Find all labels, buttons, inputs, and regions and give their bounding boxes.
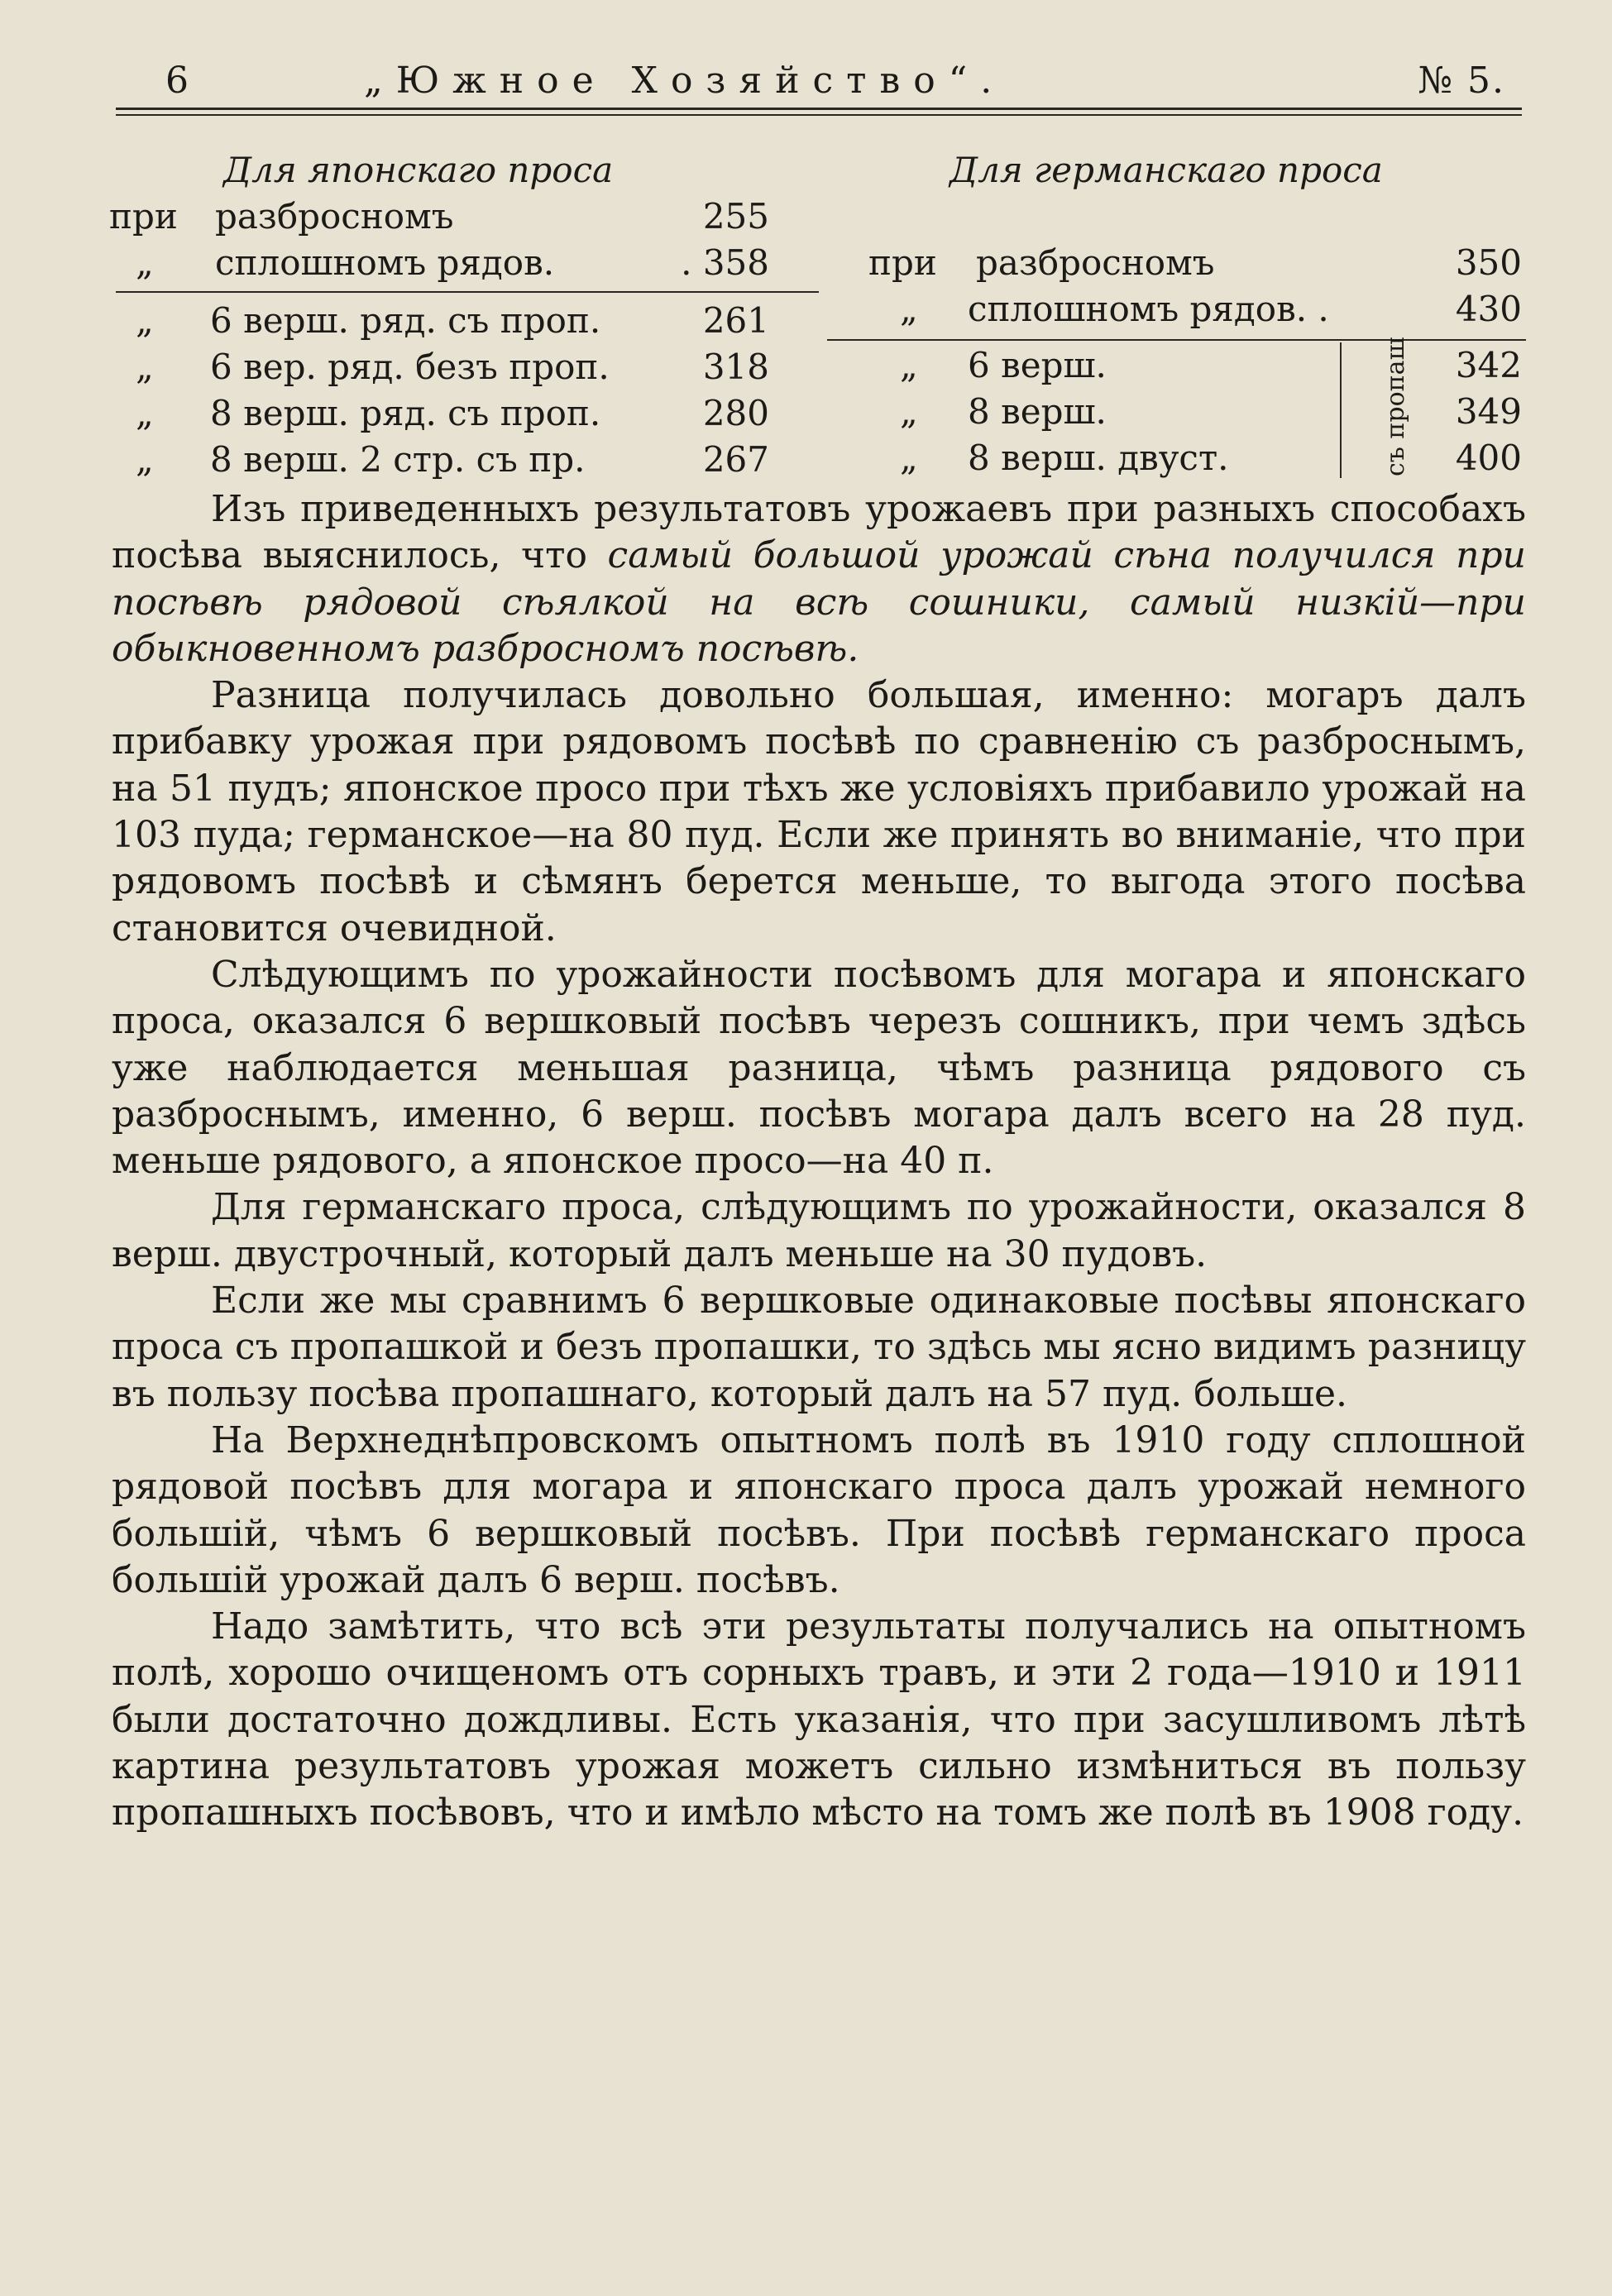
row-label: сплошномъ рядов. [215, 242, 555, 283]
row-mark: „ [900, 391, 918, 432]
row-value: 349 [1455, 391, 1522, 432]
side-note-with-cultivation: съ пропаш [1381, 337, 1410, 476]
row-label: разбросномъ [976, 242, 1215, 283]
row-label: 8 верш. 2 стр. съ пр. [210, 439, 586, 480]
row-label: 8 верш. двуст. [968, 438, 1229, 478]
table-row [108, 240, 769, 286]
page-number: 6 [165, 60, 189, 102]
row-mark: „ [136, 393, 154, 433]
table-row [108, 344, 769, 390]
row-mark: „ [900, 345, 918, 385]
table-row [108, 298, 769, 344]
table-row [827, 286, 1522, 332]
row-label: разбросномъ [215, 196, 454, 237]
table-row [108, 437, 769, 483]
header-rule-top [116, 108, 1522, 110]
row-label: сплошномъ рядов. . [968, 289, 1329, 329]
row-mark: при [109, 196, 178, 237]
row-mark: при [868, 242, 937, 283]
japanese-millet-table [108, 147, 819, 486]
row-mark: „ [136, 300, 154, 341]
row-value: 280 [702, 393, 769, 433]
paragraph: Надо замѣтить, что всѣ эти результаты получались на опытномъ полѣ, хорошо очищеномъ отъ сорныхъ травъ, и эти 2 года—1910 и 1911 были достаточно дождливы. Есть указанія, что при засушливомъ лѣтѣ картина результатовъ урожая можетъ сильно измѣниться въ пользу пропашныхъ посѣвовъ, что и имѣло мѣсто на томъ же полѣ въ 1908 году. [112, 1605, 1526, 1834]
paragraph: Для германскаго проса, слѣдующимъ по урожайности, оказался 8 верш. двустрочный, который далъ меньше на 30 пудовъ. [112, 1186, 1526, 1275]
paragraph: Изъ приведенныхъ результатовъ урожаевъ при разныхъ способахъ посѣва выяснилось, что самый большой урожай сѣна получился при посѣвѣ рядовой сѣялкой на всѣ сошники, самый низкій—при обыкновенномъ разбросномъ посѣвѣ. [112, 488, 1526, 670]
table-row [108, 194, 769, 240]
paragraph: Разница получилась довольно большая, именно: могаръ далъ прибавку урожая при рядовомъ посѣвѣ по сравненію съ разброснымъ, на 51 пудъ; японское просо при тѣхъ же условіяхъ прибавило урожай на 103 пуда; германское—на 80 пуд. Если же принять во вниманіе, что при рядовомъ посѣвѣ и сѣмянъ берется меньше, то выгода этого посѣва становится очевидной. [112, 674, 1526, 949]
row-label: 6 верш. [968, 345, 1107, 385]
row-mark: „ [136, 347, 154, 387]
paragraph: На Верхнеднѣпровскомъ опытномъ полѣ въ 1910 году сплошной рядовой посѣвъ для могара и японскаго проса далъ урожай немного большій, чѣмъ 6 вершковый посѣвъ. При посѣвѣ германскаго проса большій урожай далъ 6 верш. посѣвъ. [112, 1418, 1526, 1601]
article-body [112, 486, 1526, 1837]
table-heading: Для японскаго проса [223, 150, 614, 190]
row-value: 267 [702, 439, 769, 480]
row-value: 261 [702, 300, 769, 341]
table-row [827, 240, 1522, 286]
issue-number: № 5. [1418, 60, 1505, 102]
german-millet-table [827, 147, 1530, 486]
row-mark: „ [136, 439, 154, 480]
row-mark: „ [900, 289, 918, 329]
row-value: 350 [1455, 242, 1522, 283]
table-divider [827, 339, 1526, 341]
emphasis: самый большой урожай сѣна получился при посѣвѣ рядовой сѣялкой на всѣ сошники, самый низкій—при обыкновенномъ разбросномъ посѣвѣ. [112, 534, 1526, 670]
table-row [108, 390, 769, 437]
table-heading: Для германскаго проса [950, 150, 1383, 190]
row-value: 255 [702, 196, 769, 237]
row-value: . 358 [681, 242, 769, 283]
row-value: 318 [702, 347, 769, 387]
row-mark: „ [136, 242, 154, 283]
row-mark: „ [900, 438, 918, 478]
header-rule-bottom [116, 114, 1522, 116]
row-value: 430 [1455, 289, 1522, 329]
row-label: 6 вер. ряд. безъ проп. [210, 347, 610, 387]
row-value: 342 [1455, 345, 1522, 385]
row-label: 8 верш. [968, 391, 1107, 432]
row-label: 6 верш. ряд. съ проп. [210, 300, 601, 341]
journal-title: „Южное Хозяйство“. [364, 60, 1006, 102]
paragraph: Слѣдующимъ по урожайности посѣвомъ для могара и японскаго проса, оказался 6 вершковый посѣвъ черезъ сошникъ, при чемъ здѣсь уже наблюдается меньшая разница, чѣмъ разница рядового съ разброснымъ, именно, 6 верш. посѣвъ могара далъ всего на 28 пуд. меньше рядового, а японское просо—на 40 п. [112, 953, 1526, 1183]
row-label: 8 верш. ряд. съ проп. [210, 393, 601, 433]
row-value: 400 [1455, 438, 1522, 478]
table-divider [116, 291, 819, 293]
paragraph: Если же мы сравнимъ 6 вершковые одинаковые посѣвы японскаго проса съ пропашкой и безъ пропашки, то здѣсь мы ясно видимъ разницу въ пользу посѣва пропашнаго, который далъ на 57 пуд. больше. [112, 1280, 1526, 1415]
